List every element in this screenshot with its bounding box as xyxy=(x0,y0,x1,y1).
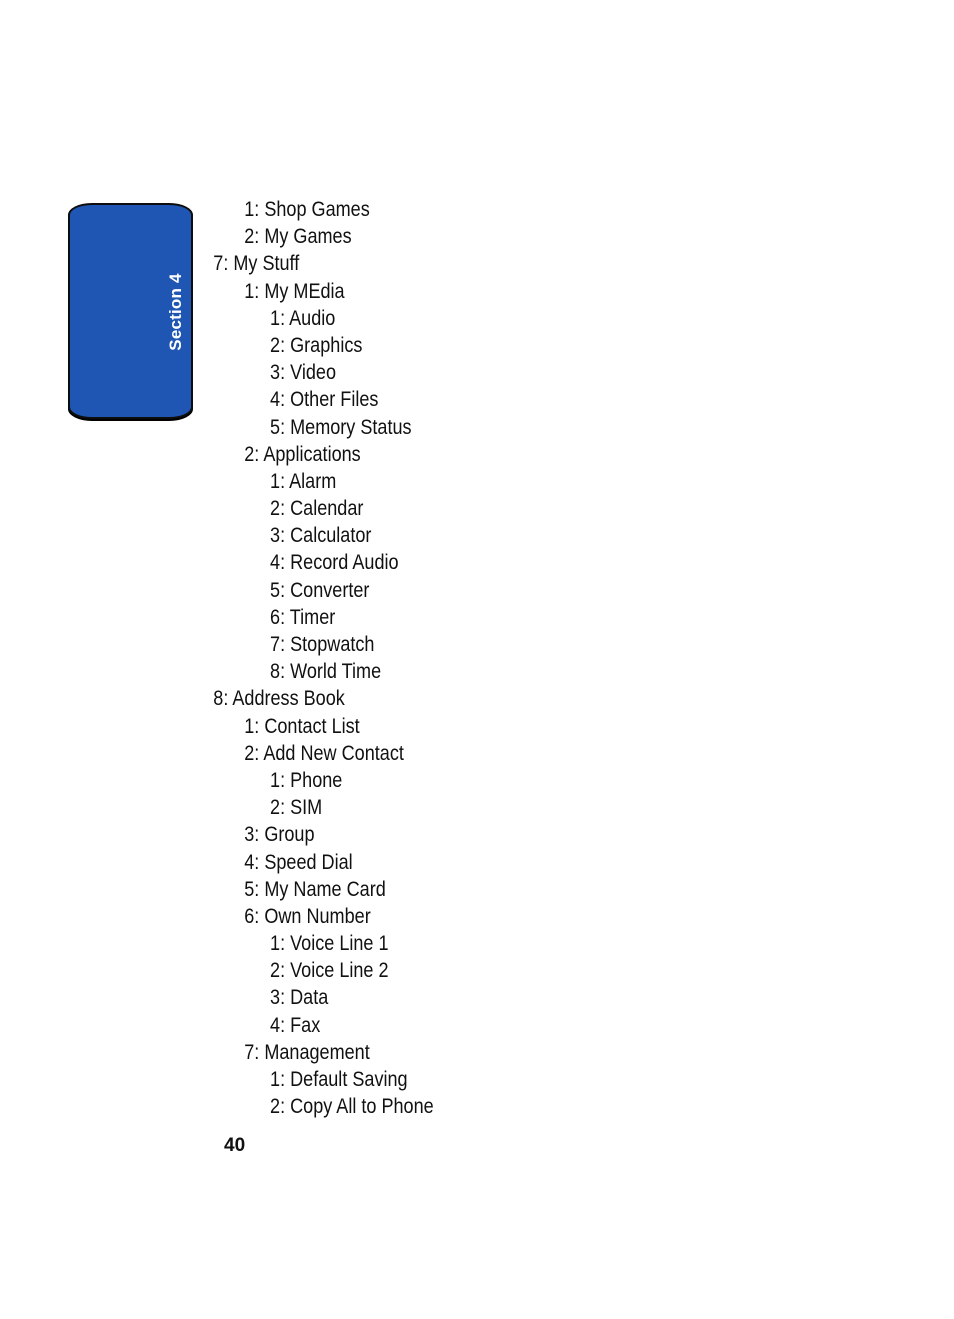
menu-item: 4: Other Files xyxy=(270,388,379,412)
menu-item: 5: Converter xyxy=(270,578,370,602)
menu-item: 7: Stopwatch xyxy=(270,633,375,656)
menu-item: 2: Add New Contact xyxy=(244,741,404,765)
page-number: 40 xyxy=(224,1135,246,1156)
menu-item: 3: Data xyxy=(270,986,329,1010)
menu-item: 6: Own Number xyxy=(244,904,371,928)
menu-item: 2: Graphics xyxy=(270,333,363,357)
menu-item: 5: Memory Status xyxy=(270,415,412,439)
menu-item: 1: Contact List xyxy=(244,714,360,738)
menu-item: 4: Fax xyxy=(270,1013,321,1037)
menu-tree xyxy=(0,196,504,1120)
menu-item: 1: Audio xyxy=(270,306,336,330)
menu-item: 1: Default Saving xyxy=(270,1068,408,1091)
menu-item: 8: World Time xyxy=(270,660,382,684)
menu-item: 2: Voice Line 2 xyxy=(270,959,389,983)
menu-item: 5: My Name Card xyxy=(244,877,386,901)
menu-item: 2: My Games xyxy=(244,225,352,249)
menu-item: 4: Speed Dial xyxy=(244,850,353,874)
menu-item: 4: Record Audio xyxy=(270,551,399,575)
menu-item: 2: Calendar xyxy=(270,497,364,521)
menu-item: 7: Management xyxy=(244,1040,370,1064)
menu-item: 2: SIM xyxy=(270,796,323,820)
menu-item: 1: Alarm xyxy=(270,469,337,493)
menu-item: 3: Video xyxy=(270,361,336,385)
menu-item: 2: Copy All to Phone xyxy=(270,1095,434,1119)
section-label: Section 4 xyxy=(166,273,185,351)
menu-item: 7: My Stuff xyxy=(213,252,300,276)
menu-item: 1: Shop Games xyxy=(244,198,370,221)
menu-item: 1: Voice Line 1 xyxy=(270,932,389,956)
menu-item: 8: Address Book xyxy=(213,687,345,711)
menu-item: 3: Calculator xyxy=(270,524,372,548)
menu-item: 1: My MEdia xyxy=(244,279,345,303)
menu-item: 6: Timer xyxy=(270,605,336,629)
menu-item: 1: Phone xyxy=(270,768,343,792)
menu-item: 2: Applications xyxy=(244,442,361,466)
menu-item: 3: Group xyxy=(244,823,315,847)
